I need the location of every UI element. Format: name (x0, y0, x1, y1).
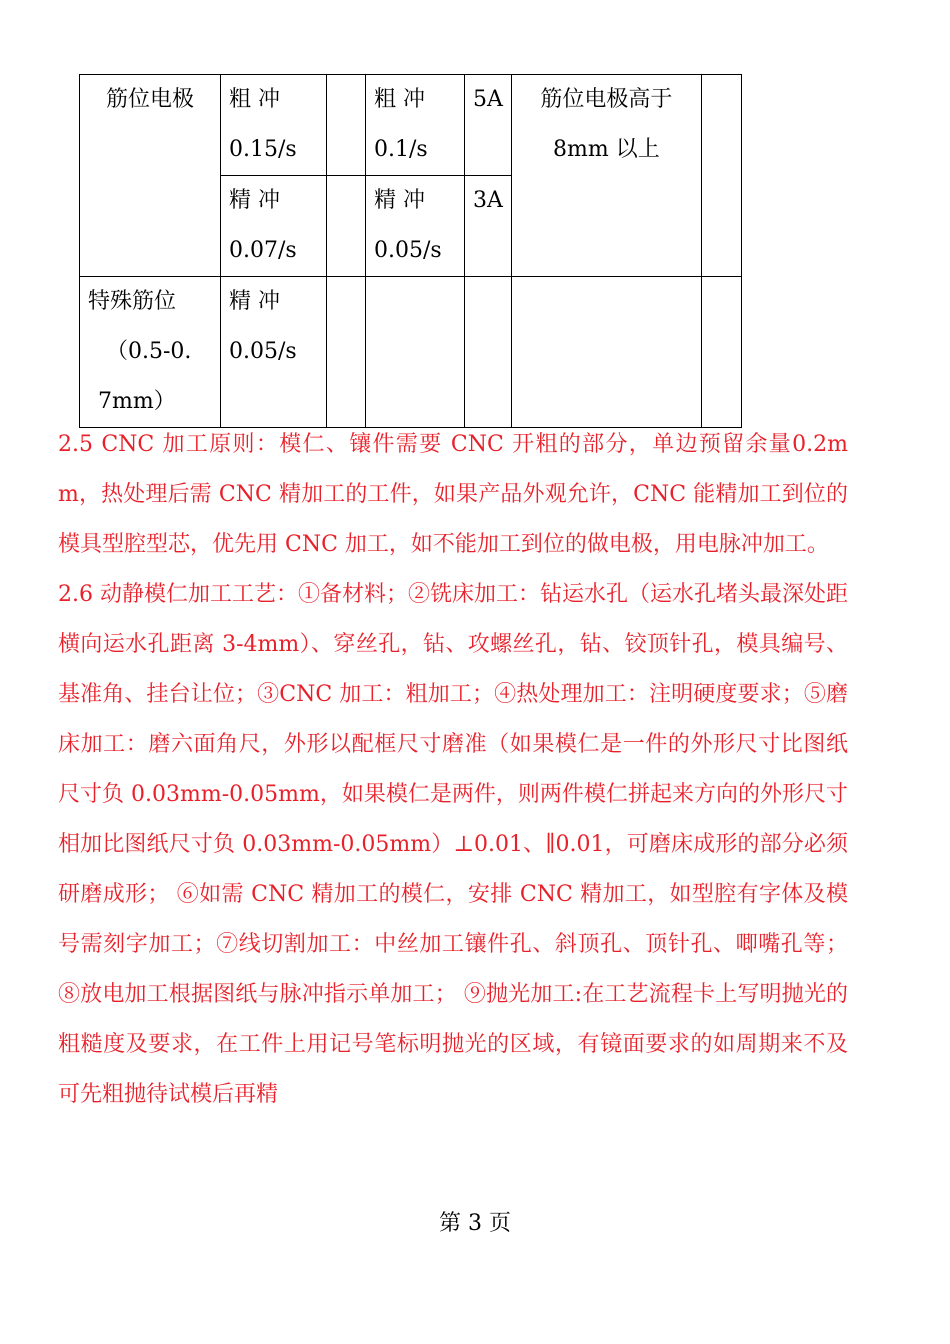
category-cell (80, 75, 221, 277)
special-category-line-1: 特殊筋位 (88, 289, 177, 314)
fine-rate-cell-1 (221, 176, 327, 277)
special-category-line-2: （0.5-0. (106, 339, 192, 364)
fine-label: 精 (374, 188, 397, 213)
body-text (58, 420, 848, 1120)
empty-cell (327, 277, 366, 428)
empty-cell (701, 75, 741, 277)
rough-rate-value: 0.1/s (374, 137, 428, 162)
table-row (80, 277, 742, 428)
rough-label: 粗 (374, 87, 397, 112)
rough-label-2: 冲 (403, 87, 426, 112)
special-category-line-3: 7mm） (98, 389, 176, 414)
rough-label: 粗 (229, 87, 252, 112)
fine-label-2: 冲 (403, 188, 426, 213)
note-line-2: 8mm 以上 (553, 137, 660, 162)
note-cell (511, 75, 701, 277)
rough-current-value: 5A (473, 87, 503, 112)
fine-label: 精 (229, 289, 252, 314)
fine-label: 精 (229, 188, 252, 213)
rough-label-2: 冲 (258, 87, 281, 112)
fine-rate-value: 0.07/s (229, 238, 297, 263)
special-category-cell (80, 277, 221, 428)
fine-rate-value: 0.05/s (229, 339, 297, 364)
special-fine-rate-cell (221, 277, 327, 428)
fine-current-cell (465, 176, 512, 277)
rough-rate-cell-2 (366, 75, 465, 176)
fine-rate-value: 0.05/s (374, 238, 442, 263)
electrode-spec-table (79, 74, 742, 428)
empty-cell (366, 277, 465, 428)
table-row (80, 75, 742, 176)
empty-cell (327, 176, 366, 277)
rough-rate-cell-1 (221, 75, 327, 176)
empty-cell (465, 277, 512, 428)
rough-rate-value: 0.15/s (229, 137, 297, 162)
note-line-1: 筋位电极高于 (540, 87, 673, 112)
fine-rate-cell-2 (366, 176, 465, 277)
paragraph-2-6: 2.6 动静模仁加工工艺：①备材料；②铣床加工：钻运水孔（运水孔堵头最深处距横向运水孔距离 3-4mm）、穿丝孔，钻、攻螺丝孔，钻、铰顶针孔，模具编号、基准角、挂台让位；③CNC 加工：粗加工；④热处理加工：注明硬度要求；⑤磨床加工：磨六面角尺，外形以配框尺寸磨准（如果模仁是一件的外形尺寸比图纸尺寸负 0.03mm-0.05mm，如果模仁是两件，则两件模仁拼起来方向的外形尺寸相加比图纸尺寸负 0.03mm-0.05mm）⊥0.01、∥0.01，可磨床成形的部分必须研磨成形； ⑥如需 CNC 精加工的模仁，安排 CNC 精加工，如型腔有字体及模号需刻字加工；⑦线切割加工：中丝加工镶件孔、斜顶孔、顶针孔、唧嘴孔等；⑧放电加工根据图纸与脉冲指示单加工； ⑨抛光加工:在工艺流程卡上写明抛光的粗糙度及要求，在工件上用记号笔标明抛光的区域，有镜面要求的如周期来不及可先粗抛待试模后再精 (58, 582, 848, 1107)
empty-cell (327, 75, 366, 176)
fine-current-value: 3A (473, 188, 503, 213)
page-number: 第 3 页 (439, 1211, 511, 1236)
category-label: 筋位电极 (105, 87, 194, 112)
paragraph-2-5: 2.5 CNC 加工原则：模仁、镶件需要 CNC 开粗的部分，单边预留余量0.2mm，热处理后需 CNC 精加工的工件，如果产品外观允许，CNC 能精加工到位的模具型腔型芯，优先用 CNC 加工，如不能加工到位的做电极，用电脉冲加工。 (58, 432, 848, 557)
empty-cell (511, 277, 701, 428)
fine-label-2: 冲 (258, 289, 281, 314)
fine-label-2: 冲 (258, 188, 281, 213)
rough-current-cell (465, 75, 512, 176)
empty-cell (701, 277, 741, 428)
